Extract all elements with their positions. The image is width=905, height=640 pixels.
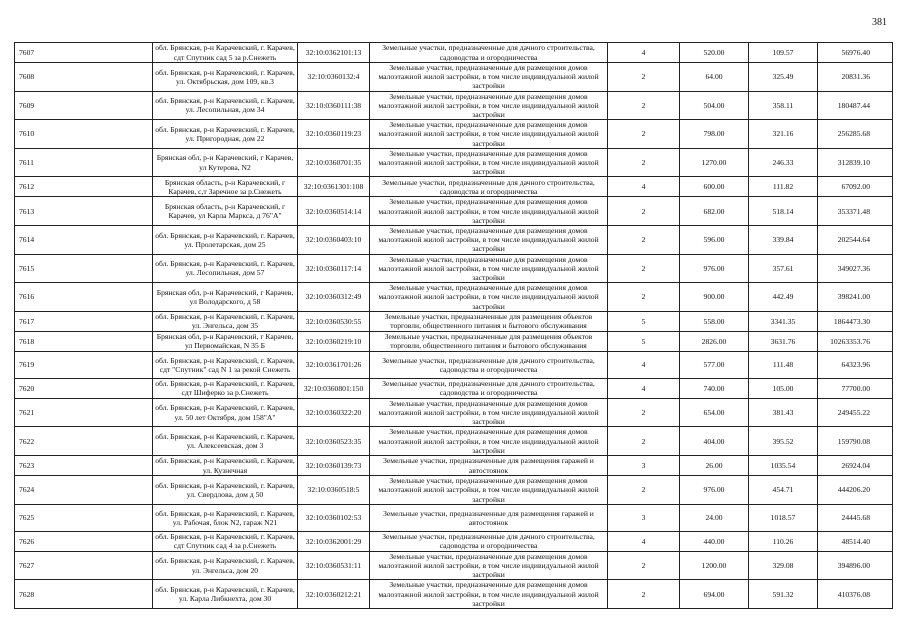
rate-cell: 442.49 bbox=[749, 283, 818, 312]
area-cell: 1270.00 bbox=[680, 148, 749, 177]
table-row bbox=[15, 398, 893, 427]
rate-cell: 3341.35 bbox=[749, 311, 818, 331]
address-cell: Брянская область, р-н Карачевский, г Карачев, с,т Заречное за р.Снежеть bbox=[153, 177, 298, 197]
row-number-cell: 7620 bbox=[15, 378, 153, 398]
cadastral-value-cell: 353371.48 bbox=[818, 197, 893, 226]
cadastral-number-cell: 32:10:0360102:53 bbox=[298, 504, 370, 531]
table-row bbox=[15, 226, 893, 255]
cadastral-number-cell: 32:10:0360111:38 bbox=[298, 91, 370, 120]
row-number-cell: 7621 bbox=[15, 398, 153, 427]
land-use-cell: Земельные участки, предназначенные для размещения домов малоэтажной жилой застройки, в том числе индивидуальной жилой застройки bbox=[370, 476, 608, 505]
row-number-cell: 7617 bbox=[15, 311, 153, 331]
table-row bbox=[15, 43, 893, 63]
category-cell: 4 bbox=[608, 531, 680, 551]
category-cell: 3 bbox=[608, 504, 680, 531]
row-number-cell: 7613 bbox=[15, 197, 153, 226]
cadastral-number-cell: 32:10:0362101:13 bbox=[298, 43, 370, 63]
cadastral-value-cell: 24445.68 bbox=[818, 504, 893, 531]
area-cell: 600.00 bbox=[680, 177, 749, 197]
row-number-cell: 7615 bbox=[15, 254, 153, 283]
address-cell: обл. Брянская, р-н Карачевский, г. Карачев, сдт Спутник сад 5 за р.Снежеть bbox=[153, 43, 298, 63]
cadastral-number-cell: 32:10:0360518:5 bbox=[298, 476, 370, 505]
land-use-cell: Земельные участки, предназначенные для дачного строительства, садоводства и огородничества bbox=[370, 531, 608, 551]
table-row bbox=[15, 551, 893, 580]
cadastral-value-cell: 77700.00 bbox=[818, 378, 893, 398]
table-row bbox=[15, 331, 893, 351]
category-cell: 2 bbox=[608, 91, 680, 120]
land-use-cell: Земельные участки, предназначенные для размещения гаражей и автостоянок bbox=[370, 456, 608, 476]
address-cell: обл. Брянская, р-н Карачевский, г. Карачев, ул. 50 лет Октября, дом 158"А" bbox=[153, 398, 298, 427]
area-cell: 976.00 bbox=[680, 476, 749, 505]
cadastral-number-cell: 32:10:0360523:35 bbox=[298, 427, 370, 456]
cadastral-number-cell: 32:10:0361301:108 bbox=[298, 177, 370, 197]
cadastral-value-cell: 10263353.76 bbox=[818, 331, 893, 351]
area-cell: 900.00 bbox=[680, 283, 749, 312]
row-number-cell: 7622 bbox=[15, 427, 153, 456]
cadastral-value-cell: 67092.00 bbox=[818, 177, 893, 197]
table-row bbox=[15, 148, 893, 177]
address-cell: Брянская область, р-н Карачевский, г Карачев, ул Карла Маркса, д 76"А" bbox=[153, 197, 298, 226]
row-number-cell: 7626 bbox=[15, 531, 153, 551]
category-cell: 3 bbox=[608, 456, 680, 476]
area-cell: 577.00 bbox=[680, 351, 749, 378]
cadastral-value-cell: 349027.36 bbox=[818, 254, 893, 283]
category-cell: 2 bbox=[608, 580, 680, 609]
cadastral-value-cell: 20831.36 bbox=[818, 63, 893, 92]
land-use-cell: Земельные участки, предназначенные для размещения домов малоэтажной жилой застройки, в том числе индивидуальной жилой застройки bbox=[370, 427, 608, 456]
category-cell: 4 bbox=[608, 351, 680, 378]
cadastral-value-cell: 64323.96 bbox=[818, 351, 893, 378]
cadastral-number-cell: 32:10:0360219:10 bbox=[298, 331, 370, 351]
area-cell: 24.00 bbox=[680, 504, 749, 531]
rate-cell: 395.52 bbox=[749, 427, 818, 456]
row-number-cell: 7624 bbox=[15, 476, 153, 505]
cadastral-value-cell: 1864473.30 bbox=[818, 311, 893, 331]
area-cell: 64.00 bbox=[680, 63, 749, 92]
table-row bbox=[15, 580, 893, 609]
rate-cell: 111.48 bbox=[749, 351, 818, 378]
rate-cell: 339.84 bbox=[749, 226, 818, 255]
cadastral-value-cell: 180487.44 bbox=[818, 91, 893, 120]
row-number-cell: 7610 bbox=[15, 120, 153, 149]
land-use-cell: Земельные участки, предназначенные для размещения объектов торговли, общественного питания и бытового обслуживания bbox=[370, 311, 608, 331]
cadastral-number-cell: 32:10:0362001:29 bbox=[298, 531, 370, 551]
address-cell: обл. Брянская, р-н Карачевский, г. Карачев, ул. Пригородная, дом 22 bbox=[153, 120, 298, 149]
area-cell: 558.00 bbox=[680, 311, 749, 331]
cadastral-number-cell: 32:10:0360801:150 bbox=[298, 378, 370, 398]
cadastral-value-cell: 202544.64 bbox=[818, 226, 893, 255]
address-cell: обл. Брянская, р-н Карачевский, г. Карачев, ул. Свердлова, дом д 50 bbox=[153, 476, 298, 505]
area-cell: 682.00 bbox=[680, 197, 749, 226]
area-cell: 740.00 bbox=[680, 378, 749, 398]
land-use-cell: Земельные участки, предназначенные для размещения домов малоэтажной жилой застройки, в том числе индивидуальной жилой застройки bbox=[370, 120, 608, 149]
cadastral-value-cell: 56976.40 bbox=[818, 43, 893, 63]
row-number-cell: 7623 bbox=[15, 456, 153, 476]
table-row bbox=[15, 63, 893, 92]
address-cell: обл. Брянская, р-н Карачевский, г. Карачев, ул. Кузнечная bbox=[153, 456, 298, 476]
category-cell: 5 bbox=[608, 311, 680, 331]
cadastral-number-cell: 32:10:0360530:55 bbox=[298, 311, 370, 331]
cadastral-value-cell: 249455.22 bbox=[818, 398, 893, 427]
area-cell: 694.00 bbox=[680, 580, 749, 609]
cadastral-number-cell: 32:10:0360403:10 bbox=[298, 226, 370, 255]
category-cell: 4 bbox=[608, 43, 680, 63]
land-use-cell: Земельные участки, предназначенные для размещения домов малоэтажной жилой застройки, в том числе индивидуальной жилой застройки bbox=[370, 226, 608, 255]
rate-cell: 329.08 bbox=[749, 551, 818, 580]
land-use-cell: Земельные участки, предназначенные для размещения домов малоэтажной жилой застройки, в том числе индивидуальной жилой застройки bbox=[370, 63, 608, 92]
rate-cell: 357.61 bbox=[749, 254, 818, 283]
cadastral-number-cell: 32:10:0360212:21 bbox=[298, 580, 370, 609]
rate-cell: 3631.76 bbox=[749, 331, 818, 351]
rate-cell: 1035.54 bbox=[749, 456, 818, 476]
rate-cell: 358.11 bbox=[749, 91, 818, 120]
area-cell: 1200.00 bbox=[680, 551, 749, 580]
land-use-cell: Земельные участки, предназначенные для размещения домов малоэтажной жилой застройки, в том числе индивидуальной жилой застройки bbox=[370, 254, 608, 283]
address-cell: Брянская обл, р-н Карачевский, г Карачев, ул Кутерова, N2 bbox=[153, 148, 298, 177]
table-row bbox=[15, 91, 893, 120]
address-cell: обл. Брянская, р-н Карачевский, г. Карачев, сдт Спутник сад 4 за р.Снежеть bbox=[153, 531, 298, 551]
cadastral-number-cell: 32:10:0360322:20 bbox=[298, 398, 370, 427]
category-cell: 2 bbox=[608, 427, 680, 456]
cadastral-number-cell: 32:10:0360139:73 bbox=[298, 456, 370, 476]
address-cell: Брянская обл, р-н Карачевский, г Карачев, ул Володарского, д 58 bbox=[153, 283, 298, 312]
category-cell: 2 bbox=[608, 398, 680, 427]
area-cell: 654.00 bbox=[680, 398, 749, 427]
cadastral-value-cell: 410376.08 bbox=[818, 580, 893, 609]
area-cell: 520.00 bbox=[680, 43, 749, 63]
cadastral-number-cell: 32:10:0360117:14 bbox=[298, 254, 370, 283]
table-row bbox=[15, 378, 893, 398]
cadastral-number-cell: 32:10:0360701:35 bbox=[298, 148, 370, 177]
cadastral-value-cell: 159790.08 bbox=[818, 427, 893, 456]
category-cell: 2 bbox=[608, 148, 680, 177]
address-cell: Брянская обл, р-н Карачевский, г Карачев, ул Первомайская, N 35 Б bbox=[153, 331, 298, 351]
cadastral-value-cell: 256285.68 bbox=[818, 120, 893, 149]
area-cell: 596.00 bbox=[680, 226, 749, 255]
cadastral-value-cell: 444206.20 bbox=[818, 476, 893, 505]
table-row bbox=[15, 197, 893, 226]
page-number: 381 bbox=[872, 17, 887, 28]
row-number-cell: 7614 bbox=[15, 226, 153, 255]
cadastral-value-cell: 394896.00 bbox=[818, 551, 893, 580]
rate-cell: 105.00 bbox=[749, 378, 818, 398]
area-cell: 504.00 bbox=[680, 91, 749, 120]
area-cell: 976.00 bbox=[680, 254, 749, 283]
land-use-cell: Земельные участки, предназначенные для дачного строительства, садоводства и огородничества bbox=[370, 351, 608, 378]
cadastral-value-cell: 26924.04 bbox=[818, 456, 893, 476]
table-row bbox=[15, 476, 893, 505]
row-number-cell: 7627 bbox=[15, 551, 153, 580]
category-cell: 4 bbox=[608, 378, 680, 398]
land-use-cell: Земельные участки, предназначенные для размещения домов малоэтажной жилой застройки, в том числе индивидуальной жилой застройки bbox=[370, 551, 608, 580]
rate-cell: 591.32 bbox=[749, 580, 818, 609]
address-cell: обл. Брянская, р-н Карачевский, г. Карачев, ул. Алексеевская, дом 3 bbox=[153, 427, 298, 456]
table-row bbox=[15, 254, 893, 283]
category-cell: 5 bbox=[608, 331, 680, 351]
land-use-cell: Земельные участки, предназначенные для размещения домов малоэтажной жилой застройки, в том числе индивидуальной жилой застройки bbox=[370, 197, 608, 226]
land-use-cell: Земельные участки, предназначенные для размещения домов малоэтажной жилой застройки, в том числе индивидуальной жилой застройки bbox=[370, 580, 608, 609]
table-row bbox=[15, 427, 893, 456]
category-cell: 2 bbox=[608, 63, 680, 92]
table-row bbox=[15, 120, 893, 149]
cadastral-number-cell: 32:10:0360531:11 bbox=[298, 551, 370, 580]
category-cell: 2 bbox=[608, 551, 680, 580]
rate-cell: 109.57 bbox=[749, 43, 818, 63]
rate-cell: 325.49 bbox=[749, 63, 818, 92]
area-cell: 798.00 bbox=[680, 120, 749, 149]
land-use-cell: Земельные участки, предназначенные для размещения домов малоэтажной жилой застройки, в том числе индивидуальной жилой застройки bbox=[370, 283, 608, 312]
cadastral-value-cell: 398241.00 bbox=[818, 283, 893, 312]
category-cell: 4 bbox=[608, 177, 680, 197]
address-cell: обл. Брянская, р-н Карачевский, г. Карачев, ул. Октябрьская, дом 109, кв.3 bbox=[153, 63, 298, 92]
land-parcels-table bbox=[14, 42, 893, 609]
category-cell: 2 bbox=[608, 254, 680, 283]
table-row bbox=[15, 311, 893, 331]
category-cell: 2 bbox=[608, 283, 680, 312]
category-cell: 2 bbox=[608, 476, 680, 505]
rate-cell: 454.71 bbox=[749, 476, 818, 505]
row-number-cell: 7608 bbox=[15, 63, 153, 92]
cadastral-number-cell: 32:10:0360132:4 bbox=[298, 63, 370, 92]
table-row bbox=[15, 531, 893, 551]
land-use-cell: Земельные участки, предназначенные для дачного строительства, садоводства и огородничества bbox=[370, 378, 608, 398]
rate-cell: 321.16 bbox=[749, 120, 818, 149]
area-cell: 26.00 bbox=[680, 456, 749, 476]
table-row bbox=[15, 283, 893, 312]
address-cell: обл. Брянская, р-н Карачевский, г. Карачев, ул. Пролетарская, дом 25 bbox=[153, 226, 298, 255]
rate-cell: 518.14 bbox=[749, 197, 818, 226]
cadastral-number-cell: 32:10:0360312:49 bbox=[298, 283, 370, 312]
cadastral-number-cell: 32:10:0360119:23 bbox=[298, 120, 370, 149]
address-cell: обл. Брянская, р-н Карачевский, г. Карачев, ул. Рабочая, блок N2, гараж N21 bbox=[153, 504, 298, 531]
row-number-cell: 7616 bbox=[15, 283, 153, 312]
rate-cell: 1018.57 bbox=[749, 504, 818, 531]
address-cell: обл. Брянская, р-н Карачевский, г. Карачев, сдт Шиферко за р.Снежеть bbox=[153, 378, 298, 398]
table-row bbox=[15, 504, 893, 531]
category-cell: 2 bbox=[608, 197, 680, 226]
category-cell: 2 bbox=[608, 226, 680, 255]
rate-cell: 246.33 bbox=[749, 148, 818, 177]
table-row bbox=[15, 456, 893, 476]
rate-cell: 111.82 bbox=[749, 177, 818, 197]
row-number-cell: 7619 bbox=[15, 351, 153, 378]
land-use-cell: Земельные участки, предназначенные для размещения домов малоэтажной жилой застройки, в том числе индивидуальной жилой застройки bbox=[370, 148, 608, 177]
address-cell: обл. Брянская, р-н Карачевский, г. Карачев, ул. Энгельса, дом 20 bbox=[153, 551, 298, 580]
cadastral-number-cell: 32:10:0360514:14 bbox=[298, 197, 370, 226]
address-cell: обл. Брянская, р-н Карачевский, г. Карачев, ул. Лесопильная, дом 34 bbox=[153, 91, 298, 120]
area-cell: 2826.00 bbox=[680, 331, 749, 351]
land-use-cell: Земельные участки, предназначенные для размещения гаражей и автостоянок bbox=[370, 504, 608, 531]
row-number-cell: 7628 bbox=[15, 580, 153, 609]
area-cell: 404.00 bbox=[680, 427, 749, 456]
land-use-cell: Земельные участки, предназначенные для размещения домов малоэтажной жилой застройки, в том числе индивидуальной жилой застройки bbox=[370, 398, 608, 427]
row-number-cell: 7611 bbox=[15, 148, 153, 177]
rate-cell: 381.43 bbox=[749, 398, 818, 427]
land-use-cell: Земельные участки, предназначенные для дачного строительства, садоводства и огородничества bbox=[370, 43, 608, 63]
area-cell: 440.00 bbox=[680, 531, 749, 551]
address-cell: обл. Брянская, р-н Карачевский, г. Карачев, ул. Карла Либкнехта, дом 30 bbox=[153, 580, 298, 609]
table-row bbox=[15, 351, 893, 378]
land-use-cell: Земельные участки, предназначенные для размещения объектов торговли, общественного питания и бытового обслуживания bbox=[370, 331, 608, 351]
row-number-cell: 7625 bbox=[15, 504, 153, 531]
table-row bbox=[15, 177, 893, 197]
row-number-cell: 7609 bbox=[15, 91, 153, 120]
category-cell: 2 bbox=[608, 120, 680, 149]
address-cell: обл. Брянская, р-н Карачевский, г. Карачев, ул. Лесопильная, дом 57 bbox=[153, 254, 298, 283]
rate-cell: 110.26 bbox=[749, 531, 818, 551]
row-number-cell: 7618 bbox=[15, 331, 153, 351]
row-number-cell: 7612 bbox=[15, 177, 153, 197]
table-body bbox=[15, 43, 893, 609]
cadastral-value-cell: 48514.40 bbox=[818, 531, 893, 551]
row-number-cell: 7607 bbox=[15, 43, 153, 63]
address-cell: обл. Брянская, р-н Карачевский, г. Карачев, ул. Энгельса, дом 35 bbox=[153, 311, 298, 331]
address-cell: обл. Брянская, р-н Карачевский, г. Карачев, сдт "Спутник" сад N 1 за рекой Снежеть bbox=[153, 351, 298, 378]
cadastral-value-cell: 312839.10 bbox=[818, 148, 893, 177]
land-use-cell: Земельные участки, предназначенные для дачного строительства, садоводства и огородничества bbox=[370, 177, 608, 197]
land-use-cell: Земельные участки, предназначенные для размещения домов малоэтажной жилой застройки, в том числе индивидуальной жилой застройки bbox=[370, 91, 608, 120]
cadastral-number-cell: 32:10:0361701:26 bbox=[298, 351, 370, 378]
